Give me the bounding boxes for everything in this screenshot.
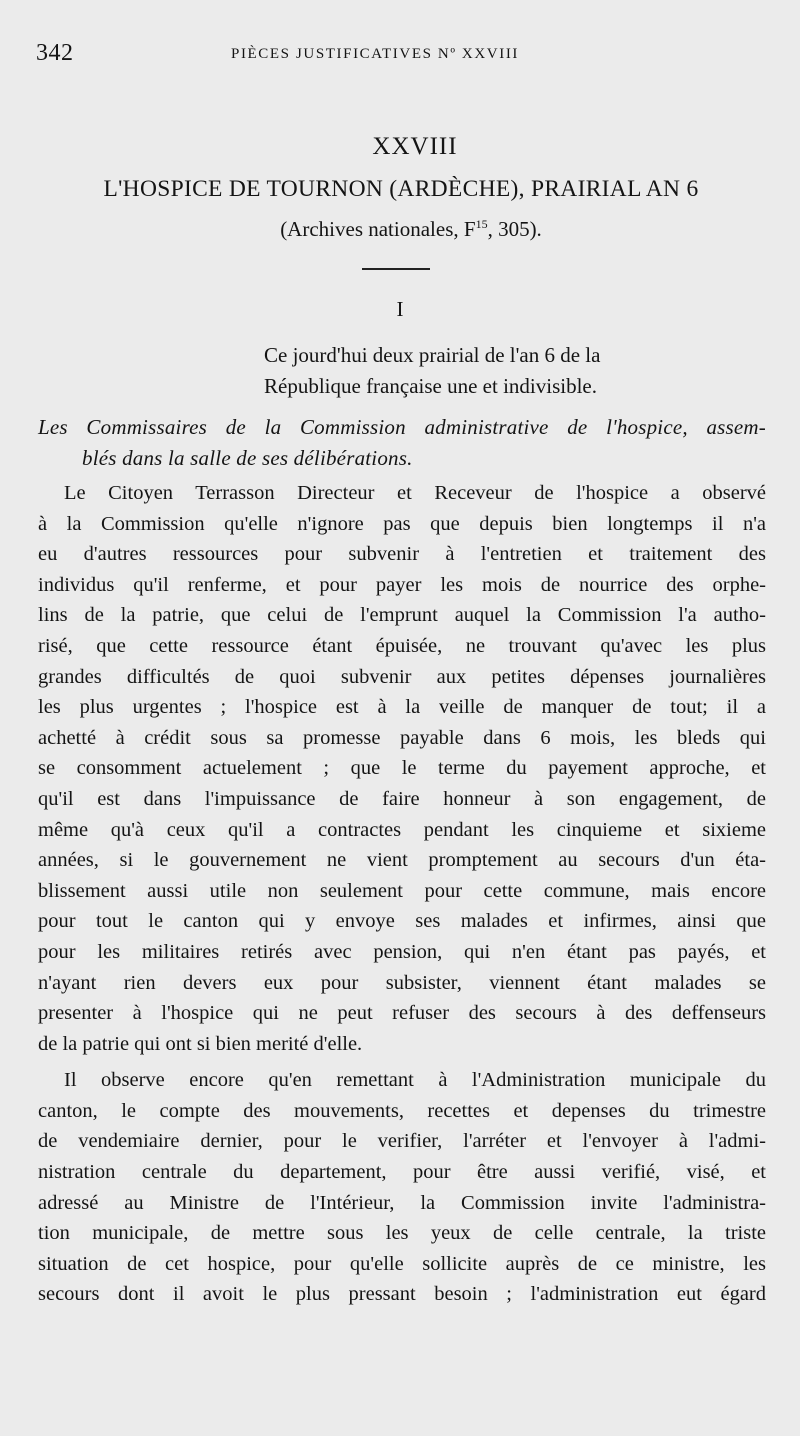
separator-rule: [362, 268, 430, 270]
body-text: [38, 478, 766, 1310]
text-line: achetté à crédit sous sa promesse payable dans 6 mois, les bleds qui: [38, 726, 766, 749]
text-line: nistration centrale du departement, pour être aussi verifié, visé, et: [38, 1161, 766, 1184]
source-superscript: 15: [475, 217, 488, 231]
section-number: I: [396, 297, 404, 321]
document-title: L'HOSPICE DE TOURNON (ARDÈCHE), PRAIRIAL AN 6: [103, 176, 699, 202]
text-line: eu d'autres ressources pour subvenir à l'entretien et traitement des: [38, 543, 766, 566]
text-line: individus qu'il renferme, et pour payer les mois de nourrice des orphe-: [38, 573, 766, 596]
document-source: [36, 217, 766, 242]
text-line: même qu'à ceux qu'il a contractes pendant les cinquieme et sixieme: [38, 818, 766, 841]
text-line: pour tout le canton qui y envoye ses malades et infirmes, ainsi que: [38, 910, 766, 933]
text-line: années, si le gouvernement ne vient promptement au secours d'un éta-: [38, 849, 766, 872]
text-line: tion municipale, de mettre sous les yeux de celle centrale, la triste: [38, 1222, 766, 1245]
running-head: [36, 40, 766, 68]
paragraph-2: [38, 1065, 766, 1310]
source-text: (Archives nationales, F: [280, 217, 476, 241]
text-line: lins de la patrie, que celui de l'emprunt auquel la Commission l'a autho-: [38, 604, 766, 627]
document-number: XXVIII: [372, 133, 458, 160]
text-line: adressé au Ministre de l'Intérieur, la Commission invite l'administra-: [38, 1191, 766, 1214]
source-text-end: , 305).: [487, 217, 542, 241]
dateline-line: République française une et indivisible.: [264, 374, 597, 398]
text-line: se consomment actuelement ; que le terme du payement approche, et: [38, 757, 766, 780]
text-line: de la patrie qui ont si bien merité d'elle.: [38, 1032, 363, 1055]
text-line: n'ayant rien devers eux pour subsister, viennent étant malades se: [38, 971, 766, 994]
text-line: pour les militaires retirés avec pension, qui n'en étant pas payés, et: [38, 940, 766, 963]
text-line: à la Commission qu'elle n'ignore pas que depuis bien longtemps il n'a: [38, 512, 766, 535]
text-line: les plus urgentes ; l'hospice est à la veille de manquer de tout; il a: [38, 696, 766, 719]
dateline-line: Ce jourd'hui deux prairial de l'an 6 de la: [264, 343, 601, 367]
text-line: risé, que cette ressource étant épuisée, ne trouvant qu'avec les plus: [38, 634, 766, 657]
page-number: 342: [36, 40, 74, 66]
text-line: blissement aussi utile non seulement pour cette commune, mais encore: [38, 879, 766, 902]
text-line: de vendemiaire dernier, pour le verifier, l'arréter et l'envoyer à l'admi-: [38, 1130, 766, 1153]
dateline: [264, 340, 764, 402]
text-line: grandes difficultés de quoi subvenir aux petites dépenses journalières: [38, 665, 766, 688]
text-line: Le Citoyen Terrasson Directeur et Receveur de l'hospice a observé: [64, 482, 766, 504]
text-line: situation de cet hospice, pour qu'elle sollicite auprès de ce ministre, les: [38, 1252, 766, 1275]
text-line: secours dont il avoit le plus pressant besoin ; l'administration eut égard: [38, 1283, 766, 1306]
italic-heading-line: blés dans la salle de ses délibérations.: [82, 446, 413, 470]
italic-heading: [38, 412, 766, 474]
text-line: Il observe encore qu'en remettant à l'Administration municipale du: [64, 1069, 766, 1092]
running-title: PIÈCES JUSTIFICATIVES Nº XXVIII: [231, 46, 520, 62]
text-line: qu'il est dans l'impuissance de faire honneur à son engagement, de: [38, 787, 766, 810]
italic-heading-line: Les Commissaires de la Commission administrative de l'hospice, assem-: [38, 415, 766, 439]
text-line: canton, le compte des mouvements, recettes et depenses du trimestre: [38, 1099, 766, 1122]
text-line: presenter à l'hospice qui ne peut refuser des secours à des deffenseurs: [38, 1002, 766, 1025]
paragraph-1: [38, 478, 766, 1059]
